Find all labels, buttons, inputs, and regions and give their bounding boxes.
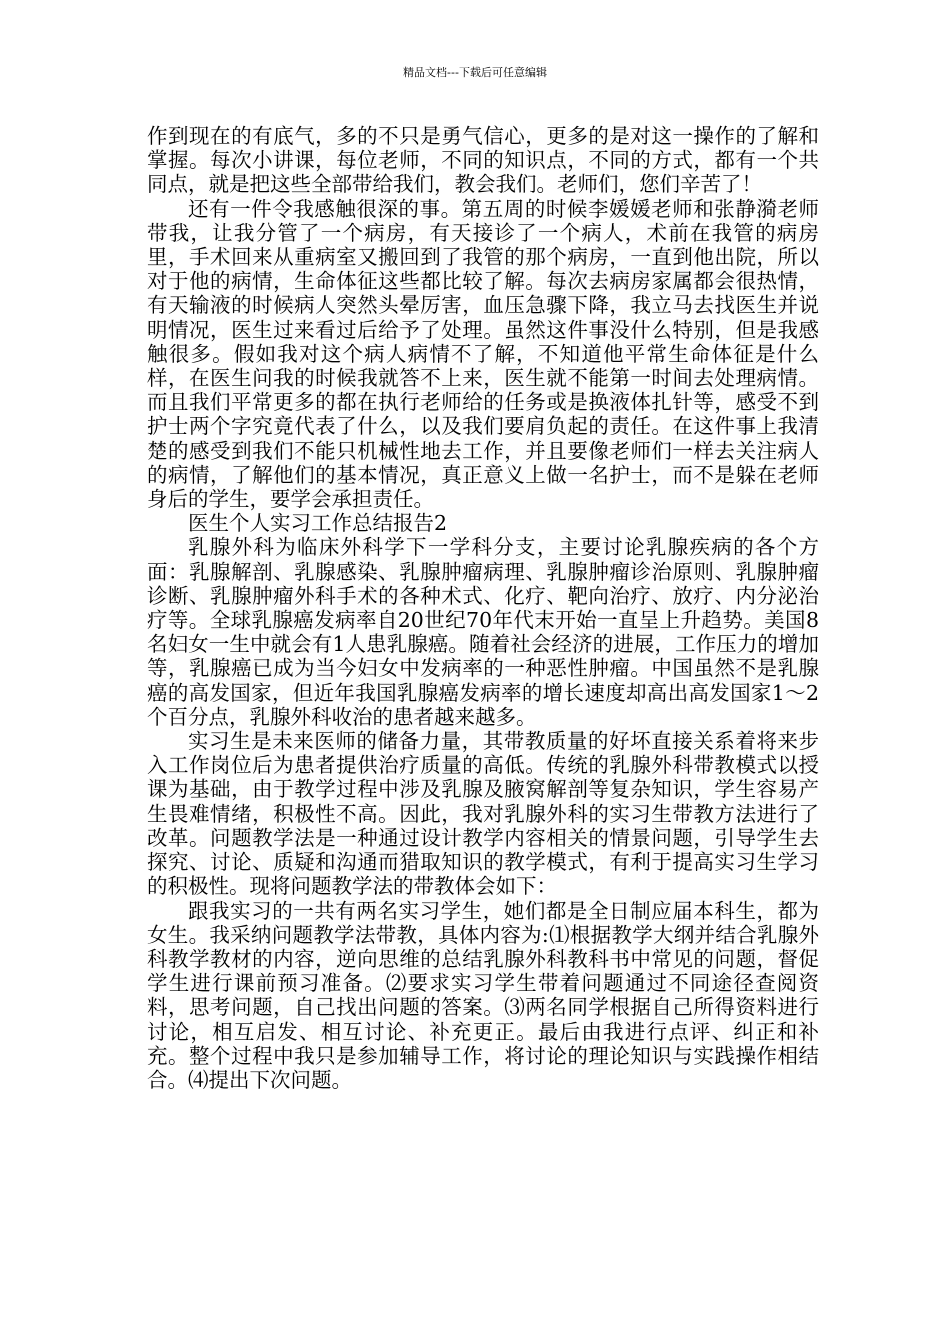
section-title: 医生个人实习工作总结报告2 [188, 511, 448, 536]
paragraph-5: 跟我实习的一共有两名实习学生，她们都是全日制应届本科生，都为女生。我采纳问题教学法带教，具体内容为:⑴根据教学大纲并结合乳腺外科教学教材的内容，逆向思维的总结乳腺外科教科书中常见的问题，督促学生进行课前预习准备。⑵要求实习学生带着问题通过不同途径查阅资料，思考问题，自己找出问题的答案。⑶两名同学根据自己所得资料进行讨论，相互启发、相互讨论、补充更正。最后由我进行点评、纠正和补充。整个过程中我只是参加辅导工作，将讨论的理论知识与实践操作相结合。⑷提出下次问题。 [147, 898, 819, 1092]
paragraph-2: 还有一件令我感触很深的事。第五周的时候李媛媛老师和张静漪老师带我，让我分管了一个病房，有天接诊了一个病人，术前在我管的病房里，手术回来从重病室又搬回到了我管的那个病房，一直到他出院，所以对于他的病情，生命体征这些都比较了解。每次去病房家属都会很热情，有天输液的时候病人突然头晕厉害，血压急骤下降，我立马去找医生并说明情况，医生过来看过后给予了处理。虽然这件事没什么特别，但是我感触很多。假如我对这个病人病情不了解，不知道他平常生命体征是什么样，在医生问我的时候我就答不上来，医生就不能第一时间去处理病情。而且我们平常更多的都在执行老师给的任务或是换液体扎针等，感受不到护士两个字究竟代表了什么，以及我们要肩负起的责任。在这件事上我清楚的感受到我们不能只机械性地去工作，并且要像老师们一样去关注病人的病情，了解他们的基本情况，真正意义上做一名护士，而不是躲在老师身后的学生，要学会承担责任。 [147, 196, 819, 512]
document-body [147, 124, 819, 1092]
paragraph-3: 乳腺外科为临床外科学下一学科分支，主要讨论乳腺疾病的各个方面：乳腺解剖、乳腺感染、乳腺肿瘤病理、乳腺肿瘤诊治原则、乳腺肿瘤诊断、乳腺肿瘤外科手术的各种术式、化疗、靶向治疗、放疗、内分泌治疗等。全球乳腺癌发病率自20世纪70年代末开始一直呈上升趋势。美国8名妇女一生中就会有1人患乳腺癌。随着社会经济的进展，工作压力的增加等，乳腺癌已成为当今妇女中发病率的一种恶性肿瘤。中国虽然不是乳腺癌的高发国家，但近年我国乳腺癌发病率的增长速度却高出高发国家1～2个百分点，乳腺外科收治的患者越来越多。 [147, 535, 819, 729]
paragraph-1: 作到现在的有底气，多的不只是勇气信心，更多的是对这一操作的了解和掌握。每次小讲课，每位老师，不同的知识点，不同的方式，都有一个共同点，就是把这些全部带给我们，教会我们。老师们，您们辛苦了！ [147, 124, 819, 197]
page-header: 精品文档---下载后可任意编辑 [403, 66, 547, 79]
paragraph-4: 实习生是未来医师的储备力量，其带教质量的好坏直接关系着将来步入工作岗位后为患者提供治疗质量的高低。传统的乳腺外科带教模式以授课为基础，由于教学过程中涉及乳腺及腋窝解剖等复杂知识，学生容易产生畏难情绪，积极性不高。因此，我对乳腺外科的实习生带教方法进行了改革。问题教学法是一种通过设计教学内容相关的情景问题，引导学生去探究、讨论、质疑和沟通而猎取知识的教学模式，有利于提高实习生学习的积极性。现将问题教学法的带教体会如下： [147, 729, 819, 899]
